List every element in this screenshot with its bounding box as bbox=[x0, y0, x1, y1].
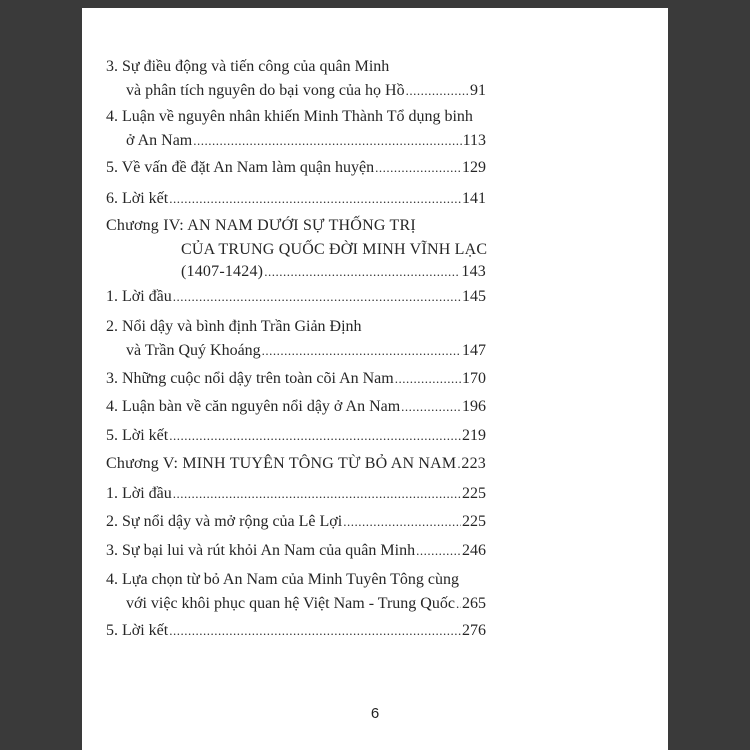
toc-page-number: 91 bbox=[470, 82, 486, 99]
toc-entry-leader bbox=[126, 132, 486, 150]
dot-leader bbox=[169, 623, 461, 639]
dot-leader bbox=[395, 371, 461, 387]
toc-entry-leader bbox=[126, 82, 486, 100]
toc-page-number: 147 bbox=[462, 342, 486, 359]
toc-entry-leader bbox=[106, 159, 486, 177]
toc-entry-leader bbox=[106, 485, 486, 503]
toc-entry-text: ở An Nam bbox=[126, 132, 193, 149]
toc-entry-leader bbox=[106, 398, 486, 416]
toc-entry-text: 4. Luận bàn về căn nguyên nổi dậy ở An Nam bbox=[106, 398, 401, 415]
toc-page-number: 113 bbox=[462, 132, 486, 149]
toc-page-number: 141 bbox=[462, 190, 486, 207]
dot-leader bbox=[406, 83, 469, 99]
toc-entry-text: 3. Sự bại lui và rút khỏi An Nam của quân Minh bbox=[106, 542, 416, 559]
toc-page-number: 170 bbox=[462, 370, 486, 387]
dot-leader bbox=[375, 160, 461, 176]
dot-leader bbox=[169, 428, 461, 444]
toc-page-number: 276 bbox=[462, 622, 486, 639]
dot-leader bbox=[262, 343, 461, 359]
toc-entry-text: và Trần Quý Khoáng bbox=[126, 342, 261, 359]
toc-entry-text: 1. Lời đầu bbox=[106, 288, 172, 305]
toc-entry-text: 4. Lựa chọn từ bỏ An Nam của Minh Tuyên Tông cùng bbox=[106, 571, 460, 588]
toc-page-number: 223 bbox=[461, 455, 486, 472]
toc-entry-leader bbox=[106, 513, 486, 531]
toc-entry-leader bbox=[181, 263, 486, 281]
toc-page-number: 219 bbox=[462, 427, 486, 444]
toc-page-number: 143 bbox=[461, 263, 486, 280]
toc-entry-leader bbox=[106, 622, 486, 640]
dot-leader bbox=[401, 399, 461, 415]
toc-entry-text: 4. Luận về nguyên nhân khiến Minh Thành Tổ dụng binh bbox=[106, 108, 473, 125]
toc-page-number: 129 bbox=[462, 159, 486, 176]
toc-page-number: 265 bbox=[462, 595, 486, 612]
toc-entry-leader bbox=[106, 427, 486, 445]
toc-entry-text: 3. Những cuộc nổi dậy trên toàn cõi An Nam bbox=[106, 370, 394, 387]
toc-entry-text: 6. Lời kết bbox=[106, 190, 169, 207]
chapter-title: Chương IV: AN NAM DƯỚI SỰ THỐNG TRỊ bbox=[106, 217, 416, 234]
dot-leader bbox=[343, 514, 461, 530]
dot-leader bbox=[169, 191, 461, 207]
toc-page-number: 225 bbox=[462, 485, 486, 502]
page-number: 6 bbox=[370, 705, 380, 722]
toc-entry-text: với việc khôi phục quan hệ Việt Nam - Trung Quốc bbox=[126, 595, 455, 612]
toc-page-number: 196 bbox=[462, 398, 486, 415]
toc-entry-leader bbox=[126, 342, 486, 360]
toc-entry-leader bbox=[126, 595, 486, 613]
toc-entry-text: 2. Sự nổi dậy và mở rộng của Lê Lợi bbox=[106, 513, 343, 530]
toc-entry-text: 1. Lời đầu bbox=[106, 485, 172, 502]
page-border-top bbox=[0, 0, 750, 8]
toc-entry-leader bbox=[106, 190, 486, 208]
toc-entry-leader bbox=[106, 542, 486, 560]
page-border-right bbox=[668, 0, 750, 750]
dot-leader bbox=[193, 133, 461, 149]
toc-entry-text: 5. Về vấn đề đặt An Nam làm quận huyện bbox=[106, 159, 375, 176]
toc-page-number: 225 bbox=[462, 513, 486, 530]
toc-entry-text: 3. Sự điều động và tiến công của quân Minh bbox=[106, 58, 390, 75]
toc-entry-text: và phân tích nguyên do bại vong của họ Hồ bbox=[126, 82, 405, 99]
toc-page-number: 145 bbox=[462, 288, 486, 305]
toc-page-number: 246 bbox=[462, 542, 486, 559]
dot-leader bbox=[264, 264, 460, 280]
chapter-title: CỦA TRUNG QUỐC ĐỜI MINH VĨNH LẠC bbox=[181, 241, 488, 258]
toc-entry-leader bbox=[106, 455, 486, 473]
toc-entry-text: 5. Lời kết bbox=[106, 427, 169, 444]
dot-leader bbox=[173, 289, 461, 305]
page-border-left bbox=[0, 0, 82, 750]
toc-entry-leader bbox=[106, 288, 486, 306]
toc-entry-text: 5. Lời kết bbox=[106, 622, 169, 639]
toc-entry-text: 2. Nổi dậy và bình định Trần Giản Định bbox=[106, 318, 362, 335]
chapter-title: Chương V: MINH TUYÊN TÔNG TỪ BỎ AN NAM bbox=[106, 455, 457, 472]
dot-leader bbox=[173, 486, 461, 502]
dot-leader bbox=[416, 543, 461, 559]
chapter-title: (1407-1424) bbox=[181, 263, 264, 280]
toc-entry-leader bbox=[106, 370, 486, 388]
dot-leader bbox=[456, 596, 461, 612]
dot-leader bbox=[457, 456, 460, 472]
